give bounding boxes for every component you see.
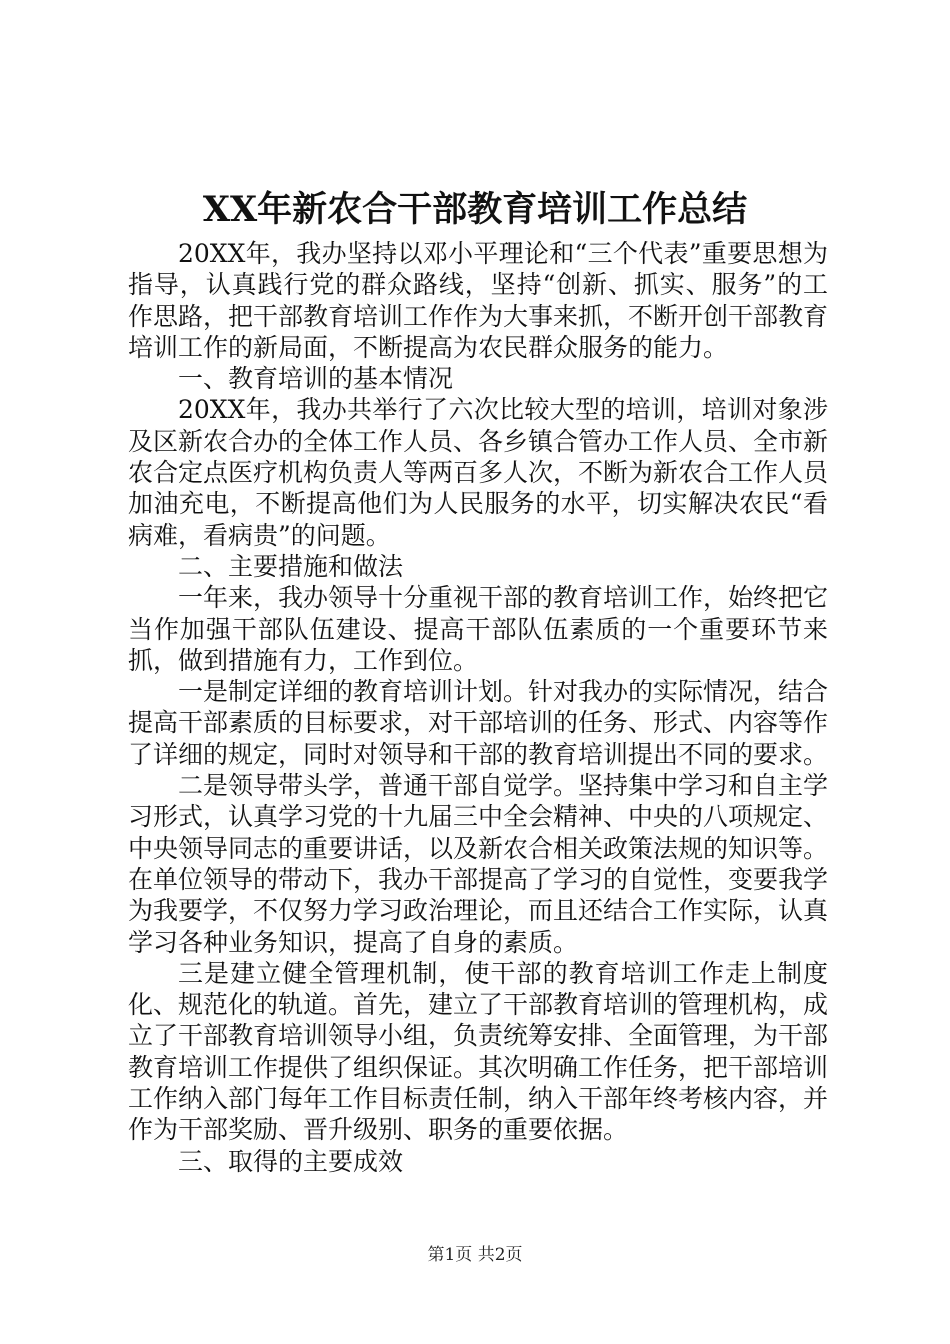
- paragraph-measure-2: 二是领导带头学，普通干部自觉学。坚持集中学习和自主学习形式，认真学习党的十九届三中全会精神、中央的八项规定、中央领导同志的重要讲话，以及新农合相关政策法规的知识等。在单位领导的带动下，我办干部提高了学习的自觉性，变要我学为我要学，不仅努力学习政治理论，而且还结合工作实际，认真学习各种业务知识，提高了自身的素质。: [128, 771, 829, 957]
- section-heading-3: 三、取得的主要成效: [178, 1146, 404, 1176]
- paragraph-measure-1: 一是制定详细的教育培训计划。针对我办的实际情况，结合提高干部素质的目标要求，对干部培训的任务、形式、内容等作了详细的规定，同时对领导和干部的教育培训提出不同的要求。: [128, 677, 829, 769]
- page-number-footer: 第1页 共2页: [427, 1245, 523, 1265]
- paragraph-measure-3: 三是建立健全管理机制，使干部的教育培训工作走上制度化、规范化的轨道。首先，建立了干部教育培训的管理机构，成立了干部教育培训领导小组，负责统筹安排、全面管理，为干部教育培训工作提供了组织保证。其次明确工作任务，把干部培训工作纳入部门每年工作目标责任制，纳入干部年终考核内容，并作为干部奖励、晋升级别、职务的重要依据。: [128, 958, 829, 1145]
- page-title: XX年新农合干部教育培训工作总结: [202, 189, 748, 230]
- paragraph-basic-situation: 20XX年，我办共举行了六次比较大型的培训，培训对象涉及区新农合办的全体工作人员、各乡镇合管办工作人员、全市新农合定点医疗机构负责人等两百多人次，不断为新农合工作人员加油充电，不断提高他们为人民服务的水平，切实解决农民“看病难，看病贵”的问题。: [128, 395, 829, 550]
- section-heading-1: 一、教育培训的基本情况: [178, 364, 454, 394]
- paragraph-intro: 20XX年，我办坚持以邓小平理论和“三个代表”重要思想为指导，认真践行党的群众路线，坚持“创新、抓实、服务”的工作思路，把干部教育培训工作作为大事来抓，不断开创干部教育培训工作的新局面，不断提高为农民群众服务的能力。: [128, 239, 829, 362]
- paragraph-measures-overview: 一年来，我办领导十分重视干部的教育培训工作，始终把它当作加强干部队伍建设、提高干部队伍素质的一个重要环节来抓，做到措施有力，工作到位。: [128, 583, 829, 675]
- document-body: [128, 238, 828, 1177]
- section-heading-2: 二、主要措施和做法: [178, 551, 404, 581]
